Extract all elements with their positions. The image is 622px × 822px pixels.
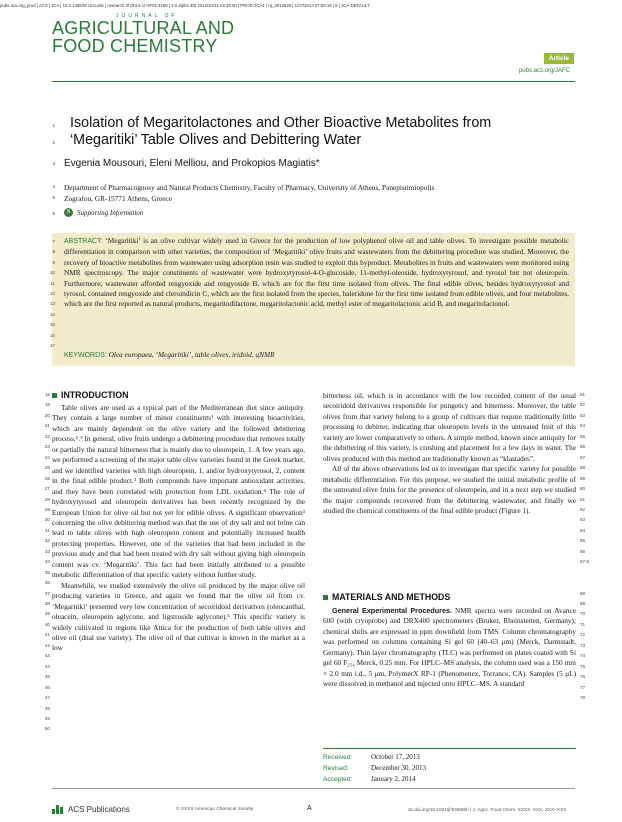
journal-logo-line1: AGRICULTURAL AND	[52, 18, 235, 38]
line-number: 17	[49, 343, 55, 348]
line-number: 76	[580, 674, 586, 680]
line-number: 60	[580, 486, 586, 492]
abstract-text: ‘Megaritiki’ is an olive cultivar widely used in Greece for the production of low polyphenol olive oil and table olives. To investigate possible metabolic differentiation in comparison with other varieties, the composition of ‘Megaritiki’ olive fruits and wastewaters from the debittering procedure was studied. Moreover, the recovery of bioactive metabolites from wastewater using adsorption resin was studied to exploit this byproduct. Metabolites in fruits and wastewaters were monitored using NMR spectroscopy. The major constituents of wastewater were hydroxytyrosol-4-O-glucoside, 11-methyl-oleoside, hydroxytyrosol, and tyrosol but not oleuropein. Furthermore, wastewater afforded rengyoxide and rengyoside B, which are for the first time isolated from olives. The final edible olives, besides hydroxytyrosol and tyrosol, contained rengyoxide and cleroindicin C, which are the first isolated from the species, haleridone for the first time isolated from edible olives, and four metabolites, which are the first reported as natural products, megaritodilactone, megaritolactonic acid, methyl ester of megaritolactonic acid B, and megaritolactonol.	[64, 236, 569, 309]
abstract-label: ABSTRACT:	[64, 238, 103, 245]
journal-site-link[interactable]: pubs.acs.org/JAFC	[518, 68, 570, 74]
revised-label: Revised:	[323, 765, 349, 772]
right-paragraph-2: All of the above observations led us to investigate that specific variety for possible metabolic differentiation. For this purpose, we studied the initial metabolic profile of the untreated olive fruits for the presence of oleuropein, and in a next step we studied the major compounds recovered from the debittering wastewater, and finally we studied the chemical constituents of the final edible product (Figure 1).	[323, 464, 576, 515]
line-number: 56	[580, 444, 586, 450]
received-date: October 17, 2013	[371, 753, 420, 761]
line-number: 71	[580, 621, 586, 627]
line-number: 27	[44, 486, 50, 492]
line-number: 15	[49, 322, 55, 328]
journal-logo-line2: FOOD CHEMISTRY	[52, 36, 218, 56]
line-number: 75	[580, 663, 586, 669]
line-number: 55	[580, 433, 586, 439]
line-number: 50	[44, 726, 50, 732]
article-title-line2: ‘Megaritiki’ Table Olives and Debittering Water	[70, 132, 362, 148]
doi-citation[interactable]: dx.doi.org/10.1021/jf404685h | J. Agric. Food Chem. XXXX, XXX, XXX−XXX	[408, 807, 567, 812]
line-number: 24	[44, 454, 50, 460]
right-paragraph-1: bitterness oil, which is in accordance with the low recorded content of the usual secoiridoid derivatives responsible for pungency and bitterness. Moreover, the table olives from that variety belong to a group of cultivars that require traditionally little processing to debitter, indicating that oleuropein levels in the untreated fruit of this variety are lower comparatively to others. A simple method, known since antiquity for the debittering of this variety, is crushing and placement for a few days in water. The olives produced with this method are traditionally known as “klastades”.	[323, 391, 576, 463]
line-number: 61	[580, 496, 586, 502]
line-number: 58	[580, 465, 586, 471]
line-number: 39	[44, 611, 50, 617]
line-number: 78	[580, 695, 586, 701]
line-number: 6	[52, 211, 55, 216]
line-number: 19	[44, 402, 50, 408]
line-number: 59	[580, 475, 586, 481]
line-number: 30	[44, 517, 50, 523]
line-number: 13	[49, 301, 55, 307]
footer-rule	[52, 788, 575, 789]
affiliation-line2: Zografou, GR-15771 Athens, Greece	[64, 194, 173, 203]
page-number: A	[307, 805, 312, 812]
article-dates	[323, 752, 576, 785]
line-number: 11	[50, 280, 55, 286]
line-number: 68	[580, 590, 586, 596]
line-number: 20	[44, 412, 50, 418]
line-number: 28	[44, 496, 50, 502]
right-column-body	[323, 391, 576, 516]
abstract	[64, 236, 569, 310]
line-number: 22	[44, 433, 50, 439]
line-number: 9	[52, 259, 55, 265]
journal-logo-small: JOURNAL OF	[116, 13, 178, 19]
affiliation-line1: Department of Pharmacognosy and Natural Products Chemistry, Faculty of Pharmacy, University of Athens, Panepistimiopolis	[64, 183, 435, 192]
line-number: 41	[44, 632, 50, 638]
line-number: 40	[44, 621, 50, 627]
methods-heading-text: MATERIALS AND METHODS	[332, 592, 451, 602]
accepted-label: Accepted:	[323, 776, 353, 783]
line-number: 14	[49, 311, 55, 317]
line-number: 42	[44, 642, 50, 648]
intro-paragraph-1: Table olives are used as a typical part of the Mediterranean diet since antiquity. They contain a large number of minor constituents¹ with interesting bioactivities, which are mainly dependent on the olive variety and the followed debittering process.²˒³ In general, olive fruits undergo a debittering procedure that removes totally or partially the natural bitterness that is mainly due to oleuropein, 1. A few years ago, we performed a screening of the major table olive varieties found in the Greek market, and we identified varieties with high oleuropein, 1, and/or hydroxytyrosol, 2, content in the final edible product.³ Both compounds have important antioxidant activities, and they have been correlated with protection from LDL oxidation.⁴ The role of hydroxytyrosol and oleuropein derivatives has been recently recognized by the European Union for olive oil but not yet for edible olives. A significant observation³ concerning the olive debittering method was that the use of dry salt and not brine can lead to table olives with high oleuropein content and potentially increased health protecting properties. However, one of the varieties that had been included in the previous study and that had been treated with dry salt without giving high oleuropein content was cv. ‘Megaritiki’. This fact had been initially attributed to a possible metabolic differentiation of that specific variety without further study.	[52, 403, 305, 580]
article-type-badge: Article	[544, 53, 574, 64]
methods-subheading: General Experimental Procedures.	[332, 606, 452, 615]
line-number: 3	[52, 161, 55, 166]
article-title	[70, 115, 570, 149]
line-number: 31	[44, 527, 50, 533]
line-number: 12	[49, 291, 55, 296]
line-number: 23	[44, 444, 50, 450]
line-number: 34	[44, 559, 50, 565]
journal-logo	[52, 13, 252, 55]
line-number: 48	[44, 705, 50, 711]
production-meta: pubs.acs.org_prod | ACS | JCA | 10.0.1465/W Unicode | research.3f (R3.6.i4 HF01:4180 | 2.0 alpha 39) 2013/10/21 02:46:00 | PROD-JCA1 | rq_2012628 | 1/07/2014 07:53:16 | 8 | JCA-DEFAULT	[0, 3, 370, 8]
line-number: 4	[52, 184, 55, 189]
line-number: 16	[49, 332, 55, 338]
line-number: 51	[580, 392, 586, 397]
received-label: Received:	[323, 754, 353, 761]
methods-body	[323, 606, 576, 690]
methods-text: NMR spectra were recorded on Avance 600 (with cryoprobe) and DRX400 spectrometers (Bruker, Rheinstetten, Germany); chemical shifts are expressed in ppm downfield from TMS. Column chromatography was performed on columns containing Si gel 60 (40–63 μm) (Merck, Darmstadt, Germany). Thin layer chromatography (TLC) was performed on plates coated with Si gel 60 F₂₅₄ Merck, 0.25 mm. For HPLC–MS analysis, the column used was a 150 mm × 2.0 mm i.d., 5 μm, PolymerX RP-1 (Phenomenex, Torrance, CA). Samples (5 μL) were dissolved in methanol and injected onto HPLC–MS. A standard	[323, 606, 576, 689]
line-number: 72	[580, 632, 586, 638]
intro-paragraph-2: Meanwhile, we studied extensively the olive oil produced by the major olive oil producing varieties in Greece, and again we found that the olive oil from cv. ‘Megaritiki’ presented very low concentration of secoiridoid derivatives (oleocanthal, oleacein, oleuropein aglycone, and ligstroside aglycone).⁵ This specific variety is widely cultivated in regions like Attica for the production of both table olives and olive oil (dual use variety). The olive oil of that cultivar is known in the market as a low	[52, 580, 305, 653]
line-number: 64	[580, 527, 586, 533]
line-number: 2	[52, 140, 55, 145]
supporting-info-label: Supporting Information	[77, 208, 144, 217]
line-number: 29	[44, 506, 50, 512]
line-number: 36	[44, 580, 50, 586]
keywords-text: Olea europaea, ‘Megaritiki’, table olives, iridoid, qNMR	[108, 350, 275, 359]
line-number: 74	[580, 653, 586, 659]
dates-rule	[323, 748, 576, 749]
introduction-heading	[52, 390, 128, 400]
line-number: 37	[44, 590, 50, 596]
line-number: 43	[44, 653, 50, 659]
supporting-information-link[interactable]	[64, 208, 143, 217]
copyright: © XXXX American Chemical Society	[176, 807, 254, 812]
introduction-heading-text: INTRODUCTION	[61, 390, 129, 400]
line-number: 52	[580, 402, 586, 408]
line-number: 44	[44, 663, 50, 669]
line-number: 8	[52, 249, 55, 255]
accepted-date: January 2, 2014	[371, 775, 416, 783]
section-marker-icon	[52, 393, 57, 398]
line-number: 33	[44, 548, 50, 554]
line-number: 70	[580, 611, 586, 617]
line-number: 7	[52, 239, 55, 244]
affiliation	[64, 182, 584, 204]
line-number: 21	[44, 423, 50, 429]
keywords-label: KEYWORDS:	[64, 352, 107, 359]
line-number: 1	[52, 123, 55, 128]
line-number: 77	[580, 684, 586, 690]
keywords	[64, 350, 569, 359]
line-number: 69	[580, 601, 586, 606]
line-number: 53	[580, 412, 586, 418]
line-number: 57	[580, 454, 586, 460]
line-number: 45	[44, 674, 50, 680]
revised-date: December 30, 2013	[371, 764, 427, 772]
line-number: 62	[580, 506, 586, 512]
line-number: 66	[580, 548, 586, 554]
line-number: 35	[44, 569, 50, 575]
methods-heading	[323, 592, 450, 602]
line-number: 5	[52, 195, 55, 200]
acs-publications-logo	[52, 805, 130, 814]
line-number: 38	[44, 601, 50, 606]
line-number: 54	[580, 423, 586, 429]
section-marker-icon	[323, 595, 328, 600]
acs-logo-icon	[52, 805, 65, 814]
line-number: 26	[44, 475, 50, 481]
header-rule	[52, 81, 575, 82]
line-number: 10	[49, 270, 55, 276]
author-list: Evgenia Mousouri, Eleni Melliou, and Prokopios Magiatis*	[64, 158, 320, 169]
line-number: 65	[580, 538, 586, 544]
line-number: 67 8	[580, 559, 589, 565]
supporting-info-icon: S	[64, 208, 73, 217]
line-number: 25	[44, 465, 50, 471]
line-number: 46	[44, 684, 50, 690]
line-number: 47	[44, 695, 50, 701]
line-number: 32	[44, 538, 50, 544]
introduction-body	[52, 403, 305, 654]
line-number: 63	[580, 517, 586, 523]
line-number: 73	[580, 642, 586, 648]
publisher-name: ACS Publications	[68, 805, 130, 814]
line-number: 49	[44, 715, 50, 721]
article-title-line1: Isolation of Megaritolactones and Other Bioactive Metabolites from	[70, 115, 492, 131]
line-number: 18	[44, 392, 50, 397]
